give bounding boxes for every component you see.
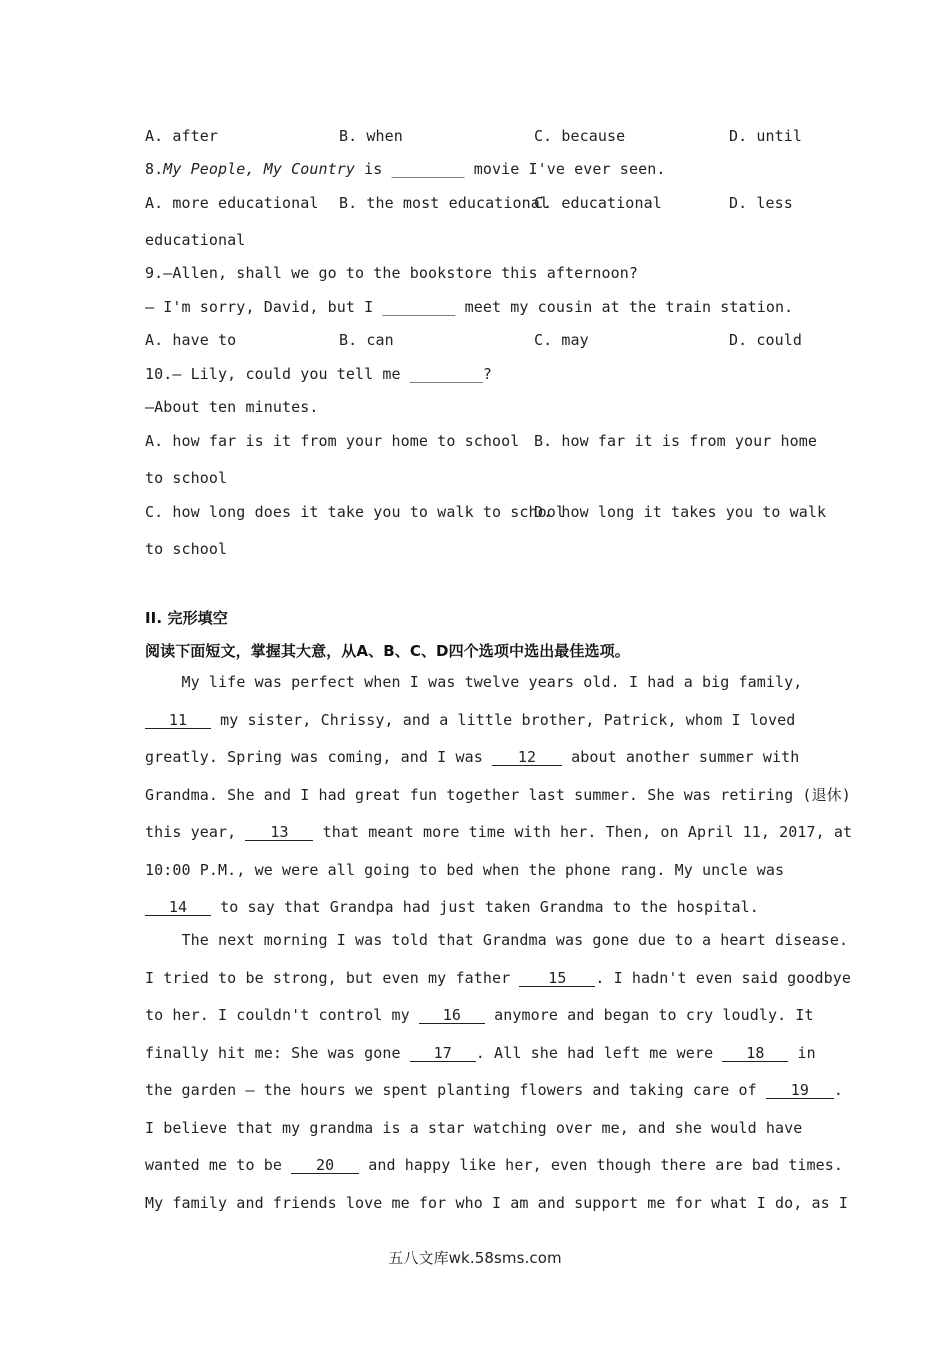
passage-paragraph-1 bbox=[145, 664, 853, 927]
blank-19: 19 bbox=[766, 1082, 834, 1099]
q7-option-b: B. when bbox=[339, 127, 403, 145]
q8-stem bbox=[145, 160, 665, 178]
q10-option-d: D. how long it takes you to walk bbox=[534, 503, 827, 521]
p1-row-4: Grandma. She and I had great fun together last summer. She was retiring (退休) bbox=[145, 785, 851, 804]
blank-11: 11 bbox=[145, 712, 211, 729]
p1-row-3: greatly. Spring was coming, and I was 12 about another summer with bbox=[145, 748, 800, 766]
blank-16: 16 bbox=[419, 1007, 485, 1024]
q9-option-b: B. can bbox=[339, 331, 394, 349]
q10-option-c: C. how long does it take you to walk to school bbox=[145, 503, 566, 521]
q9-option-a: A. have to bbox=[145, 331, 237, 349]
p2-row-7: wanted me to be 20 and happy like her, even though there are bad times. bbox=[145, 1156, 844, 1174]
q7-option-c: C. because bbox=[534, 127, 626, 145]
p1-row-2: 11 my sister, Chrissy, and a little brother, Patrick, whom I loved bbox=[145, 702, 810, 740]
q8-option-d: D. less bbox=[729, 194, 793, 212]
p2-row-8: My family and friends love me for who I am and support me for what I do, as I bbox=[145, 1193, 849, 1212]
q10-option-b-wrap: to school bbox=[145, 469, 228, 487]
q9-option-c: C. may bbox=[534, 331, 589, 349]
p1-row-7: 14 to say that Grandpa had just taken Grandma to the hospital. bbox=[145, 889, 810, 927]
passage-paragraph-2 bbox=[145, 922, 852, 1222]
q8-option-c: C. educational bbox=[534, 194, 662, 212]
q8-number: 8. bbox=[145, 160, 164, 178]
q8-option-b: B. the most educational bbox=[339, 194, 550, 212]
q8-stem-text: is ________ movie I've ever seen. bbox=[355, 160, 666, 178]
blank-17: 17 bbox=[410, 1045, 476, 1062]
q9-line-1: 9.—Allen, shall we go to the bookstore this afternoon? bbox=[145, 264, 639, 282]
q10-option-b: B. how far it is from your home bbox=[534, 432, 818, 450]
p2-row-5: the garden — the hours we spent planting flowers and taking care of 19 . bbox=[145, 1081, 844, 1099]
q8-option-d-wrap: educational bbox=[145, 231, 246, 249]
q10-option-a: A. how far is it from your home to school bbox=[145, 432, 520, 450]
q8-movie-title: My People, My Country bbox=[163, 160, 356, 178]
q8-option-a: A. more educational bbox=[145, 194, 319, 212]
section-instruction: 阅读下面短文，掌握其大意，从A、B、C、D四个选项中选出最佳选项。 bbox=[145, 642, 630, 660]
q9-option-d: D. could bbox=[729, 331, 803, 349]
p2-row-2: I tried to be strong, but even my father 15 . I hadn't even said goodbye bbox=[145, 968, 852, 987]
blank-14: 14 bbox=[145, 899, 211, 916]
q10-line-1: 10.— Lily, could you tell me ________? bbox=[145, 365, 492, 383]
p1-row-1: My life was perfect when I was twelve years old. I had a big family, bbox=[181, 673, 803, 691]
p1-row-6: 10:00 P.M., we were all going to bed when the phone rang. My uncle was bbox=[145, 860, 785, 879]
footer-watermark: 五八文库wk.58sms.com bbox=[388, 1249, 562, 1267]
blank-15: 15 bbox=[519, 970, 595, 987]
q7-option-d: D. until bbox=[729, 127, 803, 145]
p2-row-3: to her. I couldn't control my 16 anymore and began to cry loudly. It bbox=[145, 1006, 814, 1024]
q10-line-2: —About ten minutes. bbox=[145, 398, 319, 416]
q10-option-d-wrap: to school bbox=[145, 540, 228, 558]
section-heading: II. 完形填空 bbox=[145, 609, 228, 627]
blank-18: 18 bbox=[722, 1045, 788, 1062]
blank-13: 13 bbox=[245, 824, 313, 841]
q7-option-a: A. after bbox=[145, 127, 219, 145]
p2-row-1: The next morning I was told that Grandma was gone due to a heart disease. bbox=[181, 931, 849, 949]
p2-row-4: finally hit me: She was gone 17 . All she had left me were 18 in bbox=[145, 1043, 816, 1062]
p2-row-6: I believe that my grandma is a star watching over me, and she would have bbox=[145, 1118, 803, 1137]
q9-line-2: — I'm sorry, David, but I ________ meet my cousin at the train station. bbox=[145, 298, 794, 316]
p1-row-5: this year, 13 that meant more time with her. Then, on April 11, 2017, at bbox=[145, 823, 853, 841]
blank-12: 12 bbox=[492, 749, 562, 766]
blank-20: 20 bbox=[291, 1157, 359, 1174]
